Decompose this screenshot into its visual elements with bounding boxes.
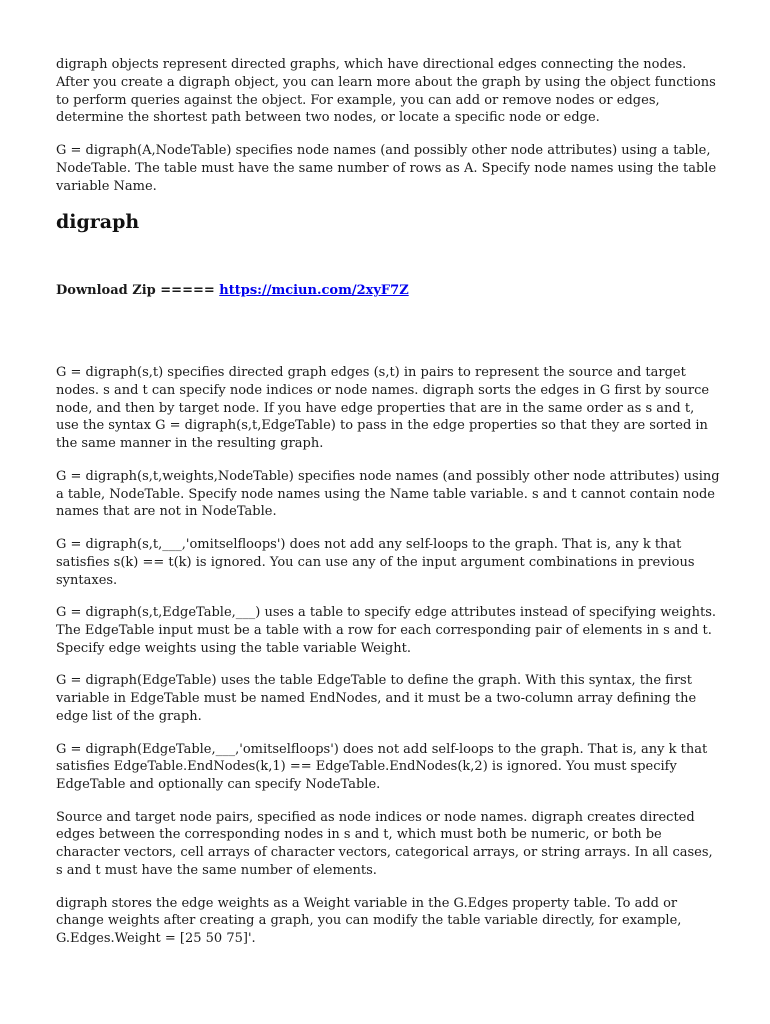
spacer [56,300,720,364]
intro-paragraph: G = digraph(A,NodeTable) specifies node names (and possibly other node attributes) using a table, NodeTable. The table must have the same number of rows as A. Specify node names using the table variable Name. [56,142,717,194]
body-paragraph: G = digraph(s,t,EdgeTable,___) uses a table to specify edge attributes instead of specifying weights. The EdgeTable input must be a table with a row for each corresponding pair of elements in s and t. Specify edge weights using the table variable Weight. [56,605,716,656]
body-paragraph: G = digraph(s,t) specifies directed graph edges (s,t) in pairs to represent the source and target nodes. s and t can specify node indices or node names. digraph sorts the edges in G first by source node, and then by target node. If you have edge properties that are in the same order as s and t, use the syntax G = digraph(s,t,EdgeTable) to pass in the edge properties so that they are sorted in the same manner in the resulting graph. [56,364,710,452]
page-heading: digraph [56,211,140,234]
download-label: Download Zip ===== [56,283,220,299]
body-paragraph: Source and target node pairs, specified as node indices or node names. digraph creates directed edges between the corresponding nodes in s and t, which must both be numeric, or both be character vectors, cell arrays of character vectors, categorical arrays, or string arrays. In all cases, s and t must have the same number of elements. [56,809,713,879]
body-paragraph: G = digraph(EdgeTable,___,'omitselfloops') does not add self-loops to the graph. That is, any k that satisfies EdgeTable.EndNodes(k,1) == EdgeTable.EndNodes(k,2) is ignored. You must specify EdgeTable and optionally can specify NodeTable. [56,741,708,793]
body-paragraph: G = digraph(s,t,weights,NodeTable) specifies node names (and possibly other node attributes) using a table, NodeTable. Specify node names using the Name table variable. s and t cannot contain node names that are not in NodeTable. [56,468,720,520]
body-paragraph: G = digraph(s,t,___,'omitselfloops') does not add any self-loops to the graph. That is, any k that satisfies s(k) == t(k) is ignored. You can use any of the input argument combinations in previous syntaxes. [56,536,695,588]
download-line [56,282,720,300]
body-paragraph: digraph stores the edge weights as a Weight variable in the G.Edges property table. To add or change weights after creating a graph, you can modify the table variable directly, for example, G.Edges.Weight = [25 50 75]'. [56,895,682,947]
document-page [56,56,720,963]
body-paragraph: G = digraph(EdgeTable) uses the table EdgeTable to define the graph. With this syntax, the first variable in EdgeTable must be named EndNodes, and it must be a two-column array defining the edge list of the graph. [56,673,697,724]
download-link[interactable]: https://mciun.com/2xyF7Z [219,283,409,299]
intro-paragraph: digraph objects represent directed graphs, which have directional edges connecting the nodes. After you create a digraph object, you can learn more about the graph by using the object functions to perform queries against the object. For example, you can add or remove nodes or edges, determine the shortest path between two nodes, or locate a specific node or edge. [56,57,716,126]
